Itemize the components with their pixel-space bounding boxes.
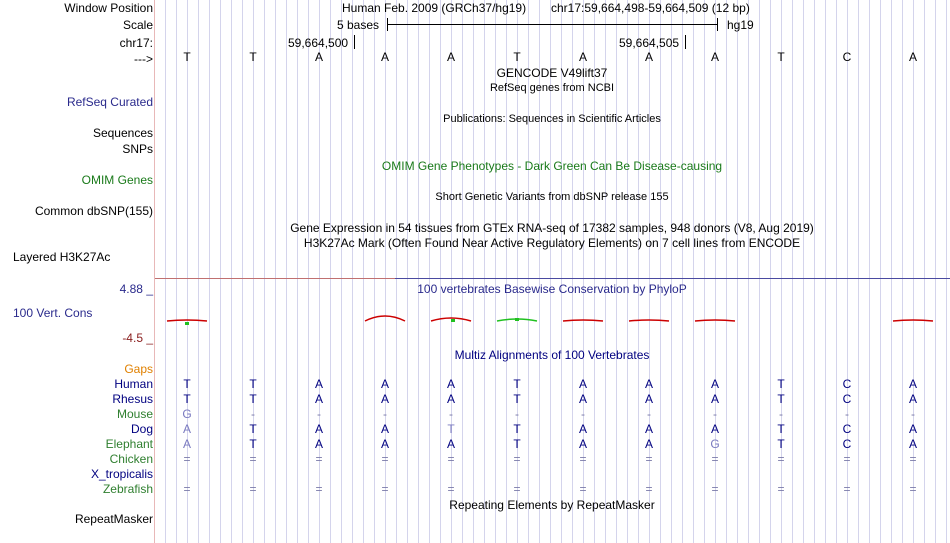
alignment-base: = [315, 452, 323, 466]
alignment-base: A [446, 377, 455, 391]
phylop-point [451, 319, 455, 322]
alignment-base: A [578, 437, 587, 451]
alignment-base: = [843, 482, 851, 496]
species-label: Chicken [109, 452, 153, 466]
cons-max-label: 4.88 _ [119, 282, 153, 296]
alignment-base: A [644, 422, 653, 436]
alignment-base: A [710, 392, 719, 406]
reference-base: A [710, 50, 719, 64]
phylop-peak [563, 320, 603, 321]
alignment-base: = [447, 452, 455, 466]
alignment-base: A [908, 392, 917, 406]
reference-base: A [380, 50, 389, 64]
alignment-base: - [713, 407, 717, 421]
h3k27ac-track-label[interactable]: Layered H3K27Ac [13, 250, 111, 264]
alignment-base: = [579, 452, 587, 466]
alignment-base: T [249, 392, 257, 406]
phylop-point [185, 322, 189, 325]
alignment-base: A [314, 422, 323, 436]
alignment-base: A [644, 377, 653, 391]
alignment-base: = [183, 482, 191, 496]
phylop-peak [629, 320, 669, 321]
phylop-peak [167, 320, 207, 321]
cons-track-label[interactable]: 100 Vert. Cons [13, 306, 93, 320]
alignment-base: = [447, 482, 455, 496]
alignment-base: T [183, 377, 191, 391]
alignment-base: = [843, 452, 851, 466]
cons-min-label: -4.5 _ [122, 331, 153, 345]
alignment-base: T [513, 422, 521, 436]
alignment-base: T [249, 437, 257, 451]
alignment-base: = [711, 452, 719, 466]
alignment-base: A [380, 377, 389, 391]
coordinate-label-2: 59,664,505 [619, 36, 680, 50]
alignment-base: A [380, 422, 389, 436]
alignment-base: A [182, 422, 191, 436]
alignment-base: = [777, 452, 785, 466]
refseq-track-label[interactable]: RefSeq Curated [66, 95, 153, 109]
scale-db-text: hg19 [727, 18, 754, 32]
phylop-track-title: 100 vertebrates Basewise Conservation by PhyloP [417, 282, 687, 296]
assembly-text: Human Feb. 2009 (GRCh37/hg19) [342, 1, 527, 15]
alignment-base: A [314, 392, 323, 406]
alignment-base: = [315, 482, 323, 496]
gencode-track-title: GENCODE V49lift37 [496, 66, 608, 80]
window-position-label: Window Position [64, 1, 153, 15]
alignment-base: T [513, 392, 521, 406]
alignment-base: A [710, 422, 719, 436]
species-label: Zebrafish [102, 482, 153, 496]
repeatmasker-track-title: Repeating Elements by RepeatMasker [449, 498, 655, 512]
alignment-base: T [777, 422, 785, 436]
reference-base: A [644, 50, 653, 64]
alignment-base: = [711, 482, 719, 496]
alignment-base: T [513, 437, 521, 451]
alignment-base: G [710, 437, 720, 451]
alignment-base: = [579, 482, 587, 496]
alignment-base: = [909, 452, 917, 466]
alignment-base: - [515, 407, 519, 421]
species-label: X_tropicalis [90, 467, 153, 481]
sequences-track-label[interactable]: Sequences [92, 126, 153, 140]
alignment-base: C [842, 377, 852, 391]
omim-phenotypes-track-title: OMIM Gene Phenotypes - Dark Green Can Be Disease-causing [381, 159, 723, 173]
omim-track-label[interactable]: OMIM Genes [81, 173, 153, 187]
dbsnp-track-title: Short Genetic Variants from dbSNP release 155 [435, 191, 669, 203]
alignment-base: T [183, 392, 191, 406]
alignment-base: A [908, 437, 917, 451]
alignment-base: A [446, 392, 455, 406]
multiz-track-title: Multiz Alignments of 100 Vertebrates [454, 348, 650, 362]
species-label: Rhesus [112, 392, 153, 406]
alignment-base: A [578, 377, 587, 391]
alignment-base: T [777, 377, 785, 391]
alignment-base: A [644, 437, 653, 451]
alignment-base: A [908, 422, 917, 436]
publications-track-title: Publications: Sequences in Scientific Articles [443, 113, 661, 125]
species-label: Human [114, 377, 153, 391]
alignment-base: A [314, 437, 323, 451]
alignment-base: = [249, 452, 257, 466]
alignment-base: - [251, 407, 255, 421]
alignment-base: - [317, 407, 321, 421]
alignment-base: G [182, 407, 192, 421]
alignment-base: = [645, 452, 653, 466]
h3k27ac-track-title: H3K27Ac Mark (Often Found Near Active Regulatory Elements) on 7 cell lines from ENCODE [303, 236, 801, 250]
scale-text: 5 bases [337, 18, 380, 32]
reference-base: T [777, 50, 785, 64]
alignment-base: - [581, 407, 585, 421]
dbsnp-track-label[interactable]: Common dbSNP(155) [34, 204, 153, 218]
species-label: Mouse [116, 407, 153, 421]
reference-base: T [183, 50, 191, 64]
alignment-base: - [647, 407, 651, 421]
refseq-track-subtitle: RefSeq genes from NCBI [489, 82, 615, 94]
alignment-base: = [381, 452, 389, 466]
phylop-point [515, 318, 519, 321]
reference-base: T [513, 50, 521, 64]
alignment-base: A [380, 437, 389, 451]
alignment-base: = [645, 482, 653, 496]
alignment-base: T [249, 377, 257, 391]
phylop-peak [695, 320, 735, 321]
reference-base: C [842, 50, 852, 64]
chrom-label: chr17: [119, 36, 153, 50]
alignment-base: A [314, 377, 323, 391]
repeatmasker-track-label[interactable]: RepeatMasker [74, 512, 153, 526]
position-text: chr17:59,664,498-59,664,509 (12 bp) [551, 1, 750, 15]
alignment-base: A [578, 422, 587, 436]
alignment-base: A [908, 377, 917, 391]
alignment-base: A [644, 392, 653, 406]
alignment-base: = [513, 452, 521, 466]
alignment-base: - [779, 407, 783, 421]
scale-label: Scale [122, 18, 153, 32]
alignment-base: T [777, 392, 785, 406]
alignment-base: T [249, 422, 257, 436]
strand-label: ---> [134, 52, 153, 66]
phylop-peak [365, 316, 405, 321]
alignment-base: = [381, 482, 389, 496]
alignment-base: A [578, 392, 587, 406]
reference-base: A [314, 50, 323, 64]
reference-base: A [446, 50, 455, 64]
alignment-base: - [911, 407, 915, 421]
alignment-base: - [845, 407, 849, 421]
alignment-base: C [842, 422, 852, 436]
alignment-base: C [842, 437, 852, 451]
alignment-base: A [380, 392, 389, 406]
alignment-base: = [777, 482, 785, 496]
snps-track-label[interactable]: SNPs [122, 142, 153, 156]
alignment-base: A [710, 377, 719, 391]
alignment-base: - [383, 407, 387, 421]
alignment-base: = [513, 482, 521, 496]
reference-base: T [249, 50, 257, 64]
reference-base: A [578, 50, 587, 64]
alignment-base: = [249, 482, 257, 496]
gaps-label: Gaps [124, 362, 153, 376]
alignment-base: = [909, 482, 917, 496]
alignment-base: T [513, 377, 521, 391]
alignment-base: = [183, 452, 191, 466]
alignment-base: - [449, 407, 453, 421]
alignment-base: A [446, 437, 455, 451]
coordinate-label-1: 59,664,500 [288, 36, 349, 50]
species-label: Elephant [105, 437, 153, 451]
alignment-base: A [182, 437, 191, 451]
alignment-base: T [447, 422, 455, 436]
phylop-peak [893, 320, 933, 321]
species-label: Dog [130, 422, 153, 436]
alignment-base: T [777, 437, 785, 451]
alignment-base: C [842, 392, 852, 406]
gtex-track-title: Gene Expression in 54 tissues from GTEx RNA-seq of 17382 samples, 948 donors (V8, Aug 2019) [290, 221, 814, 235]
reference-base: A [908, 50, 917, 64]
